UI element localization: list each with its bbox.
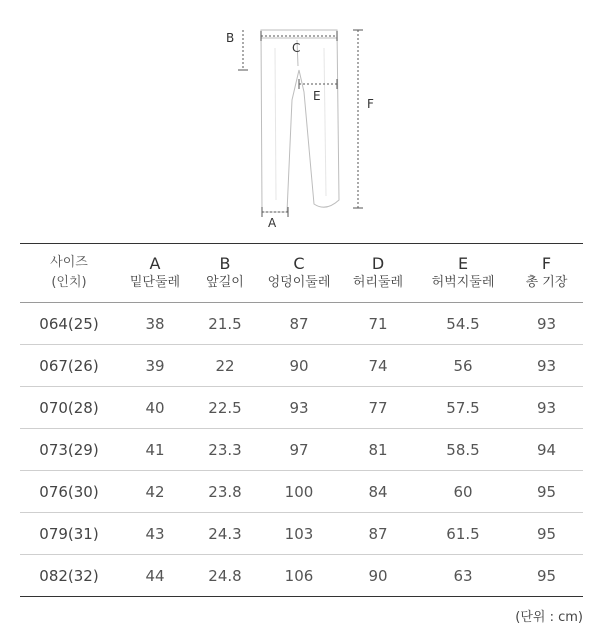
column-name: 앞길이 [206, 275, 244, 290]
value-cell: 44 [145, 566, 165, 585]
value-cell: 93 [536, 398, 557, 417]
size-cell: 082(32) [39, 566, 99, 585]
table-header-row [20, 244, 583, 303]
column-name: 엉덩이둘레 [267, 275, 331, 290]
column-header-c [258, 244, 340, 303]
column-letter: E [457, 254, 469, 273]
value-cell: 84 [368, 482, 388, 501]
value-cell: 93 [536, 314, 557, 333]
table-row [20, 555, 583, 597]
column-letter: A [149, 254, 161, 273]
value-cell: 94 [536, 440, 557, 459]
size-header-unit: (인치) [51, 275, 87, 290]
value-cell: 23.8 [208, 482, 242, 501]
value-cell: 42 [145, 482, 165, 501]
size-column-header [20, 244, 118, 303]
label-b: B [226, 31, 235, 45]
table-row [20, 513, 583, 555]
value-cell: 95 [536, 524, 557, 543]
value-cell: 106 [284, 566, 314, 585]
value-cell: 24.8 [208, 566, 242, 585]
size-cell: 067(26) [39, 356, 99, 375]
value-cell: 87 [289, 314, 309, 333]
column-letter: B [219, 254, 231, 273]
value-cell: 60 [453, 482, 473, 501]
value-cell: 93 [536, 356, 557, 375]
column-letter: F [541, 254, 552, 273]
size-cell: 070(28) [39, 398, 99, 417]
size-cell: 079(31) [39, 524, 99, 543]
value-cell: 71 [368, 314, 388, 333]
value-cell: 40 [145, 398, 165, 417]
value-cell: 41 [145, 440, 165, 459]
value-cell: 23.3 [208, 440, 242, 459]
table-row [20, 429, 583, 471]
table-row [20, 387, 583, 429]
measure-f-line [353, 30, 363, 208]
pants-outline [261, 30, 339, 212]
table-row [20, 345, 583, 387]
value-cell: 95 [536, 566, 557, 585]
measure-c-line [261, 31, 337, 41]
measure-b-line [238, 30, 248, 70]
table-row [20, 471, 583, 513]
unit-note: (단위 : cm) [515, 610, 583, 625]
value-cell: 74 [368, 356, 388, 375]
value-cell: 87 [368, 524, 388, 543]
column-header-f [510, 244, 583, 303]
value-cell: 38 [145, 314, 165, 333]
column-header-e [416, 244, 510, 303]
column-letter: C [293, 254, 305, 273]
value-cell: 22.5 [208, 398, 242, 417]
column-name: 허벅지둘레 [431, 275, 495, 290]
measure-e-line [299, 79, 337, 89]
value-cell: 90 [289, 356, 309, 375]
value-cell: 21.5 [208, 314, 242, 333]
value-cell: 77 [368, 398, 388, 417]
value-cell: 81 [368, 440, 388, 459]
value-cell: 95 [536, 482, 557, 501]
size-cell: 073(29) [39, 440, 99, 459]
value-cell: 24.3 [208, 524, 242, 543]
value-cell: 54.5 [446, 314, 480, 333]
size-cell: 064(25) [39, 314, 99, 333]
value-cell: 39 [145, 356, 165, 375]
value-cell: 22 [215, 356, 235, 375]
value-cell: 93 [289, 398, 309, 417]
value-cell: 56 [453, 356, 473, 375]
size-table [20, 243, 583, 597]
column-header-a [118, 244, 192, 303]
value-cell: 100 [284, 482, 314, 501]
value-cell: 43 [145, 524, 165, 543]
column-name: 허리둘레 [352, 275, 404, 290]
value-cell: 58.5 [446, 440, 480, 459]
label-e: E [313, 89, 321, 103]
size-cell: 076(30) [39, 482, 99, 501]
column-name: 밑단둘레 [129, 275, 181, 290]
value-cell: 97 [289, 440, 309, 459]
label-c: C [292, 41, 301, 55]
size-table-container [20, 243, 583, 597]
label-f: F [367, 97, 374, 111]
value-cell: 90 [368, 566, 388, 585]
table-row [20, 303, 583, 345]
column-header-b [192, 244, 258, 303]
value-cell: 61.5 [446, 524, 480, 543]
column-letter: D [371, 254, 385, 273]
value-cell: 63 [453, 566, 473, 585]
label-a: A [268, 216, 277, 230]
pants-measurement-diagram [0, 0, 601, 240]
size-header-label: 사이즈 [50, 255, 88, 270]
value-cell: 57.5 [446, 398, 480, 417]
value-cell: 103 [284, 524, 314, 543]
column-header-d [340, 244, 416, 303]
column-name: 총 기장 [525, 275, 568, 290]
